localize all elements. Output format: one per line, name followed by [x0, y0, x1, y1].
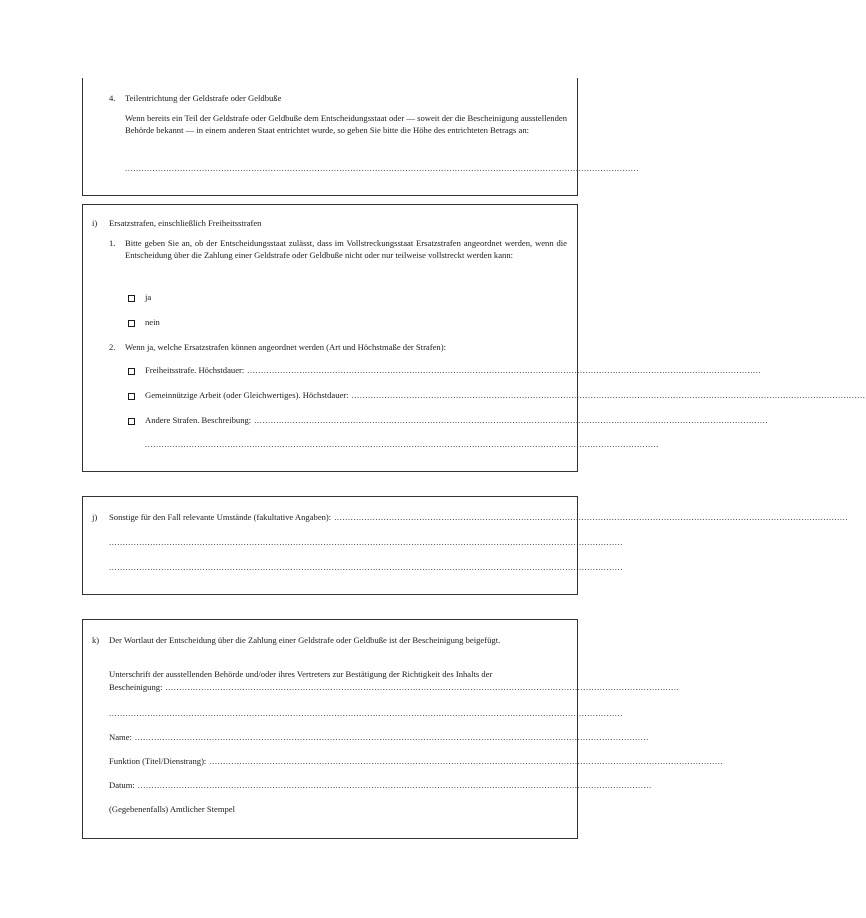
section-i-title: Ersatzstrafen, einschließlich Freiheitsstrafen: [109, 218, 262, 228]
signature-continuation[interactable]: [109, 707, 623, 719]
dotted-line: ...........................................................................................................................................................................................: [247, 365, 762, 375]
checkbox-other-penalties[interactable]: [128, 418, 135, 425]
option-no-label: nein: [145, 317, 160, 327]
dotted-line: ...........................................................................................................................................................................................: [334, 512, 849, 522]
name-line[interactable]: [109, 731, 649, 743]
community-service-line[interactable]: [145, 389, 866, 401]
dotted-line: ...........................................................................................................................................................................................: [351, 390, 866, 400]
date-line[interactable]: [109, 779, 652, 791]
dotted-line: ...........................................................................................................................................................................................: [209, 756, 724, 766]
section-k-text: Der Wortlaut der Entscheidung über die Zahlung einer Geldstrafe oder Geldbuße ist der Bescheinigung beigefügt.: [109, 635, 501, 645]
item-2-text: Wenn ja, welche Ersatzstrafen können angeordnet werden (Art und Höchstmaße der Strafen):: [125, 342, 446, 352]
dotted-line: ...........................................................................................................................................................................................: [145, 439, 659, 449]
dotted-line: ...........................................................................................................................................................................................: [134, 732, 649, 742]
dotted-line: ...........................................................................................................................................................................................: [125, 163, 639, 173]
other-penalties-continuation[interactable]: [145, 438, 659, 450]
community-service-label: Gemeinnützige Arbeit (oder Gleichwertiges). Höchstdauer:: [145, 390, 349, 400]
item-1-text: Bitte geben Sie an, ob der Entscheidungsstaat zulässt, dass im Vollstreckungsstaat Ersatzstrafen angeordnet werden, wenn die Entscheidung über die Zahlung einer Geldstrafe oder Geldbuße nicht oder nur teilweise vollstreckt werden kann:: [125, 238, 567, 261]
signature-label: Bescheinigung:: [109, 682, 163, 692]
section-k-letter: k): [92, 635, 100, 645]
dotted-line: ...........................................................................................................................................................................................: [109, 562, 623, 572]
dotted-line: ...........................................................................................................................................................................................: [137, 780, 652, 790]
section-j-line-1[interactable]: [109, 511, 849, 523]
signature-line[interactable]: [109, 681, 680, 693]
section-j-label: Sonstige für den Fall relevante Umstände (fakultative Angaben):: [109, 512, 332, 522]
checkbox-imprisonment[interactable]: [128, 368, 135, 375]
imprisonment-line[interactable]: [145, 364, 762, 376]
section-j-line-2[interactable]: [109, 536, 623, 548]
section-4-heading: Teilentrichtung der Geldstrafe oder Geldbuße: [125, 93, 282, 103]
checkbox-yes[interactable]: [128, 295, 135, 302]
section-j-line-3[interactable]: [109, 561, 623, 573]
section-4-amount-line[interactable]: [125, 162, 639, 174]
dotted-line: ...........................................................................................................................................................................................: [109, 708, 623, 718]
imprisonment-label: Freiheitsstrafe. Höchstdauer:: [145, 365, 245, 375]
other-penalties-label: Andere Strafen. Beschreibung:: [145, 415, 252, 425]
other-penalties-line[interactable]: [145, 414, 769, 426]
section-k-box: [82, 619, 724, 839]
checkbox-no[interactable]: [128, 320, 135, 327]
dotted-line: ...........................................................................................................................................................................................: [254, 415, 769, 425]
function-line[interactable]: [109, 755, 724, 767]
section-j-box: [82, 496, 849, 595]
section-i-letter: i): [92, 218, 98, 228]
function-label: Funktion (Titel/Dienstrang):: [109, 756, 207, 766]
checkbox-community-service[interactable]: [128, 393, 135, 400]
section-i-box: [82, 204, 866, 472]
section-4-number: 4.: [109, 93, 116, 103]
section-4-text: Wenn bereits ein Teil der Geldstrafe oder Geldbuße dem Entscheidungsstaat oder — soweit der die Bescheinigung ausstellenden Behörde bekannt — in einem anderen Staat entrichtet wurde, so geben Sie bitte die Höhe des entrichteten Betrags an:: [125, 113, 567, 136]
name-label: Name:: [109, 732, 132, 742]
section-j-letter: j): [92, 512, 98, 522]
dotted-line: ...........................................................................................................................................................................................: [165, 682, 680, 692]
signature-text-line-1: Unterschrift der ausstellenden Behörde und/oder ihres Vertreters zur Bestätigung der Richtigkeit des Inhalts der: [109, 669, 493, 679]
item-2-number: 2.: [109, 342, 116, 352]
item-1-number: 1.: [109, 238, 116, 248]
section-4-box: [82, 78, 639, 196]
option-yes-label: ja: [145, 292, 152, 302]
dotted-line: ...........................................................................................................................................................................................: [109, 537, 623, 547]
official-stamp-label: (Gegebenenfalls) Amtlicher Stempel: [109, 804, 235, 814]
date-label: Datum:: [109, 780, 135, 790]
